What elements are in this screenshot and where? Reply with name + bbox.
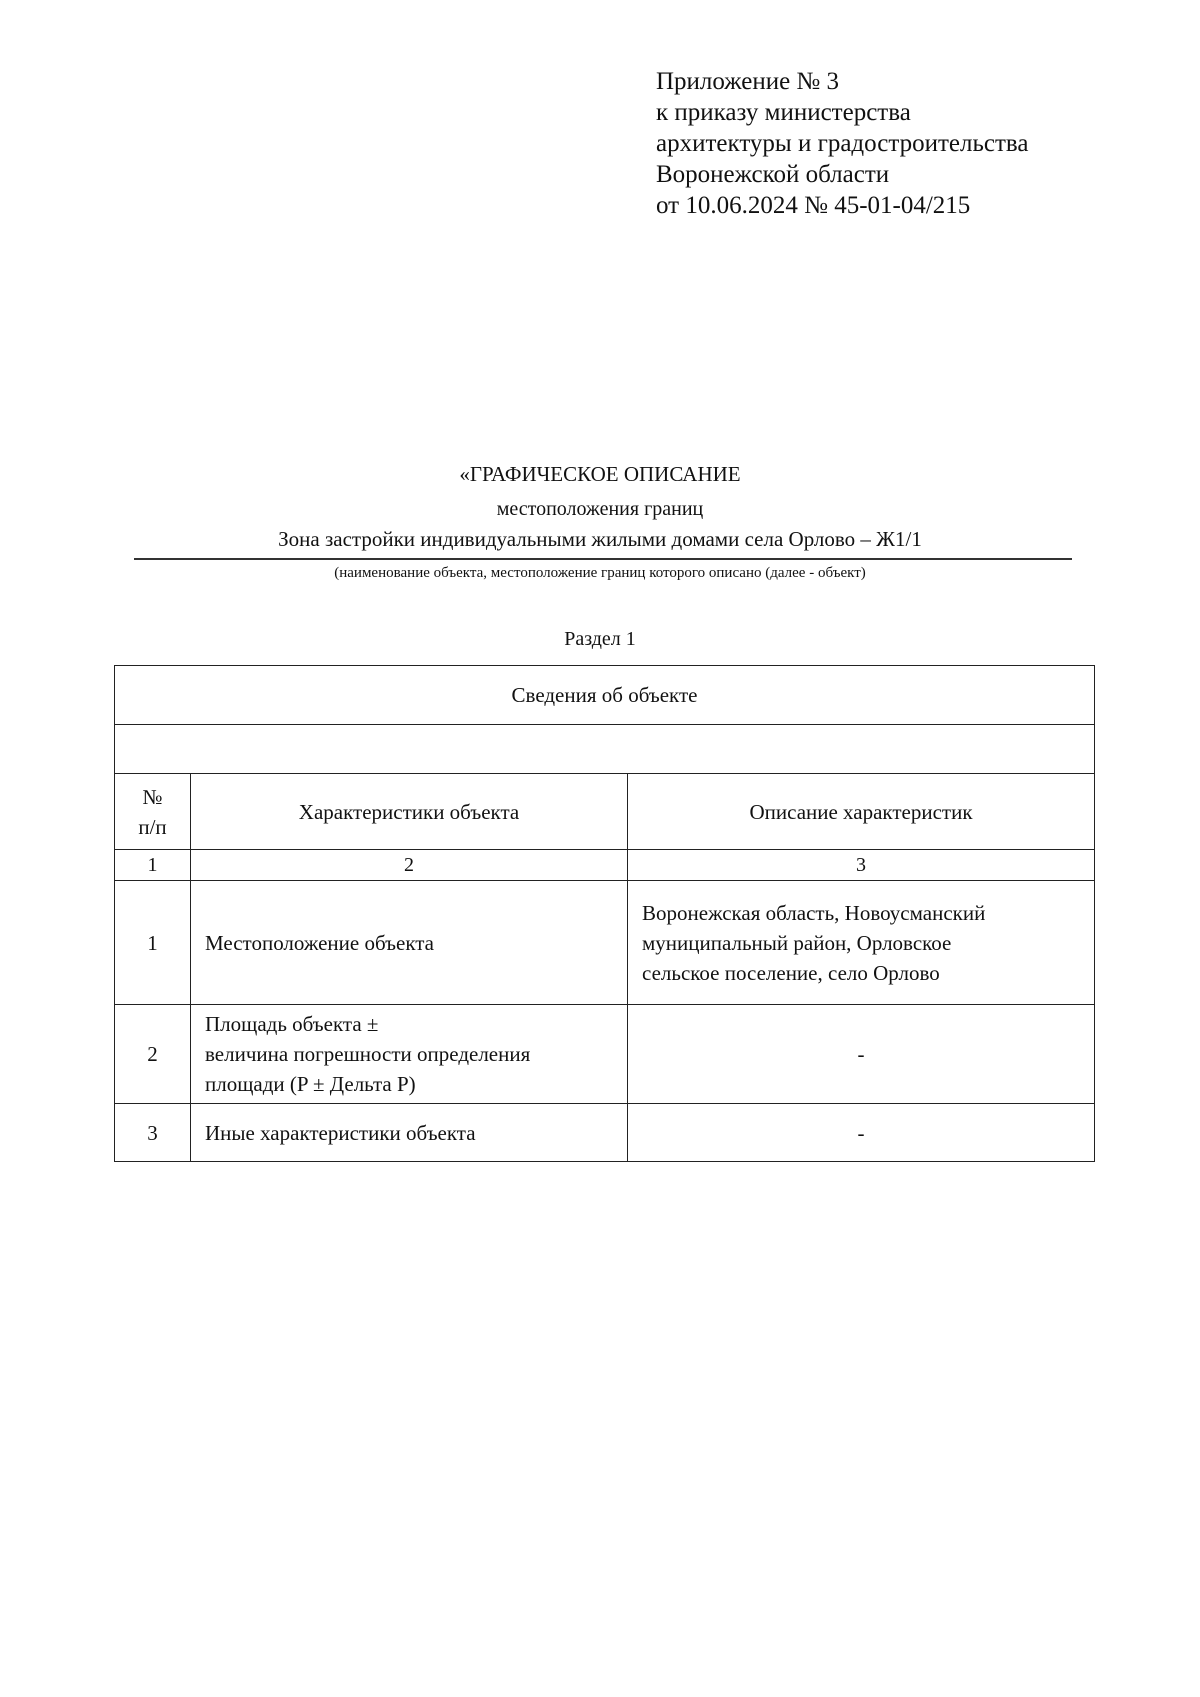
appendix-line: Воронежской области — [656, 161, 890, 188]
object-name: Зона застройки индивидуальными жилыми домами села Орлово – Ж1/1 — [278, 527, 922, 551]
row-characteristic — [191, 1005, 628, 1104]
column-number: 3 — [628, 850, 1095, 881]
characteristic-line: Местоположение объекта — [205, 930, 435, 955]
table-caption: Сведения об объекте — [115, 666, 1095, 725]
description-line: - — [857, 1042, 865, 1066]
document-subtitle: местоположения границ — [496, 498, 704, 520]
header-num-line: п/п — [138, 814, 167, 839]
row-description — [628, 881, 1095, 1005]
table-empty-cell — [115, 725, 1095, 774]
row-num: 1 — [115, 881, 191, 1005]
row-num: 2 — [115, 1005, 191, 1104]
description-line: сельское поселение, село Орлово — [642, 960, 940, 985]
document-title: «ГРАФИЧЕСКОЕ ОПИСАНИЕ — [459, 462, 741, 486]
description-line: Воронежская область, Новоусманский — [642, 900, 986, 925]
description-line: - — [857, 1120, 865, 1145]
row-description — [628, 1104, 1095, 1162]
characteristic-line: Иные характеристики объекта — [205, 1120, 476, 1145]
appendix-line: к приказу министерства — [656, 99, 911, 126]
object-caption: (наименование объекта, местоположение границ которого описано (далее - объект) — [334, 565, 866, 581]
description-line: муниципальный район, Орловское — [642, 930, 952, 955]
table-row — [115, 1104, 1095, 1162]
object-info-table — [114, 665, 1095, 1162]
header-num-line: № — [142, 784, 163, 809]
column-number-row — [115, 850, 1095, 881]
characteristic-line: Площадь объекта ± — [205, 1012, 379, 1036]
row-characteristic — [191, 881, 628, 1005]
table-row — [115, 1005, 1095, 1104]
table-empty-row — [115, 725, 1095, 774]
header-description: Описание характеристик — [628, 774, 1095, 850]
header-num — [115, 774, 191, 850]
column-number: 2 — [191, 850, 628, 881]
row-characteristic — [191, 1104, 628, 1162]
appendix-line: архитектуры и градостроительства — [656, 130, 1029, 157]
column-number: 1 — [115, 850, 191, 881]
table-caption-row — [115, 666, 1095, 725]
row-num: 3 — [115, 1104, 191, 1162]
section-title: Раздел 1 — [564, 628, 636, 650]
appendix-line: от 10.06.2024 № 45-01-04/215 — [656, 192, 971, 219]
object-name-underline — [134, 558, 1072, 560]
characteristic-line: величина погрешности определения — [205, 1042, 531, 1066]
header-characteristic: Характеристики объекта — [191, 774, 628, 850]
table-header-row — [115, 774, 1095, 850]
table-row — [115, 881, 1095, 1005]
characteristic-line: площади (P ± Дельта P) — [205, 1072, 416, 1096]
appendix-line: Приложение № 3 — [656, 68, 840, 95]
appendix-header — [656, 66, 1028, 221]
row-description — [628, 1005, 1095, 1104]
